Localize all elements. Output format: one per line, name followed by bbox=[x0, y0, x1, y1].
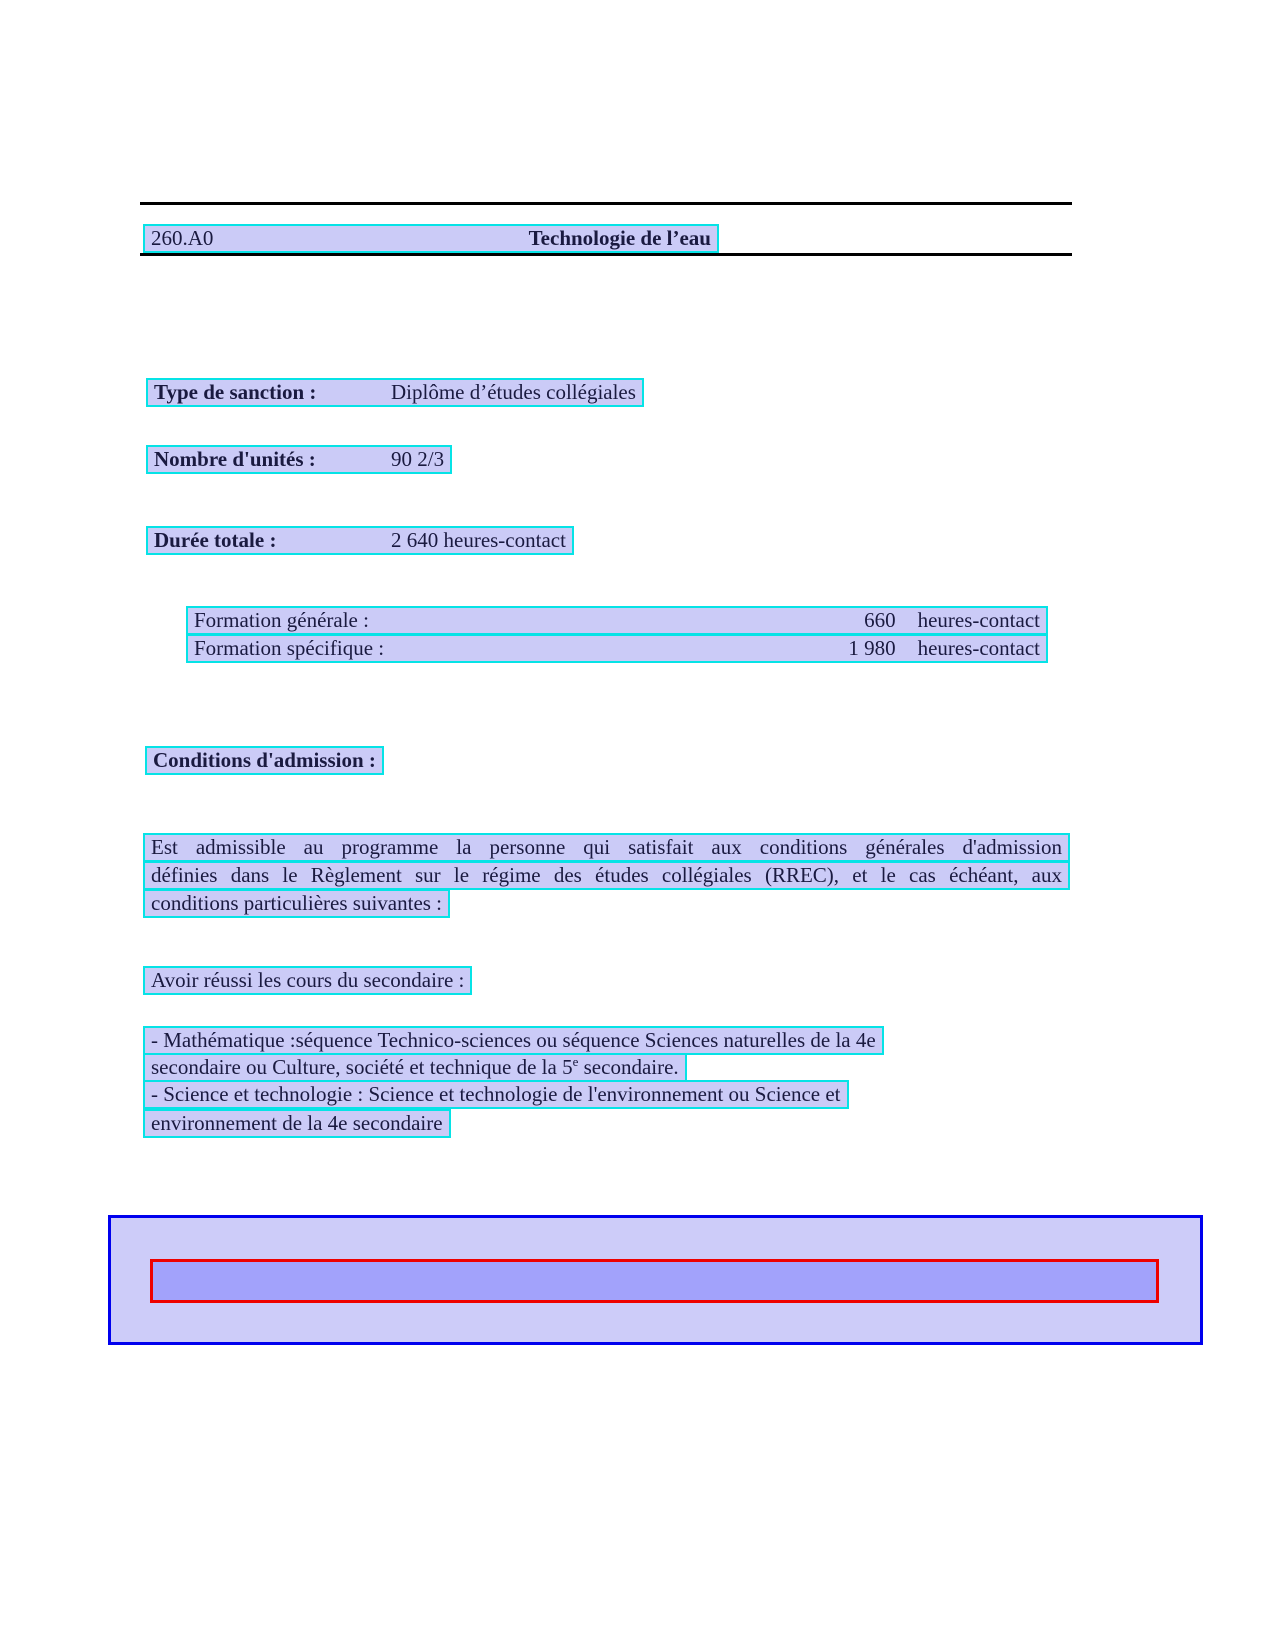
horizontal-rule-bottom bbox=[140, 253, 1072, 256]
breakdown-row-generale bbox=[186, 606, 1048, 635]
admission-paragraph-line: conditions particulières suivantes : bbox=[143, 889, 450, 918]
field-label: Type de sanction : bbox=[154, 380, 317, 404]
breakdown-label: Formation spécifique : bbox=[194, 636, 385, 660]
breakdown-hours: 660 bbox=[864, 608, 896, 632]
program-header bbox=[143, 224, 719, 253]
requirement-line bbox=[143, 1053, 687, 1082]
field-label: Nombre d'unités : bbox=[154, 447, 316, 471]
program-code: 260.A0 bbox=[151, 226, 214, 250]
admission-heading: Conditions d'admission : bbox=[145, 746, 384, 775]
breakdown-unit: heures-contact bbox=[917, 608, 1040, 632]
breakdown-row-specifique bbox=[186, 634, 1048, 663]
field-row-duree bbox=[146, 526, 574, 555]
horizontal-rule-top bbox=[140, 202, 1072, 205]
requirement-text-part: secondaire. bbox=[578, 1055, 679, 1079]
requirement-line: - Mathématique :séquence Technico-sciences ou séquence Sciences naturelles de la 4e bbox=[143, 1026, 884, 1055]
secondary-heading: Avoir réussi les cours du secondaire : bbox=[143, 966, 472, 995]
admission-paragraph-line: définies dans le Règlement sur le régime des études collégiales (RREC), et le cas échéant, aux bbox=[143, 861, 1070, 890]
program-title: Technologie de l’eau bbox=[528, 226, 711, 250]
field-value: Diplôme d’études collégiales bbox=[391, 380, 636, 404]
requirement-line: environnement de la 4e secondaire bbox=[143, 1109, 451, 1138]
field-value: 90 2/3 bbox=[391, 447, 445, 471]
breakdown-label: Formation générale : bbox=[194, 608, 369, 632]
breakdown-hours: 1 980 bbox=[848, 636, 896, 660]
superscript-e: e bbox=[572, 1054, 579, 1069]
inner-annotation-box bbox=[150, 1259, 1159, 1303]
requirement-line: - Science et technologie : Science et technologie de l'environnement ou Science et bbox=[143, 1080, 849, 1109]
breakdown-unit: heures-contact bbox=[917, 636, 1040, 660]
outer-annotation-box bbox=[108, 1215, 1203, 1345]
field-label: Durée totale : bbox=[154, 528, 277, 552]
field-value: 2 640 heures-contact bbox=[391, 528, 566, 552]
requirement-text-part: secondaire ou Culture, société et technique de la 5 bbox=[151, 1055, 573, 1079]
field-row-unites bbox=[146, 445, 452, 474]
admission-paragraph-line: Est admissible au programme la personne qui satisfait aux conditions générales d'admission bbox=[143, 833, 1070, 862]
field-row-sanction bbox=[146, 378, 644, 407]
